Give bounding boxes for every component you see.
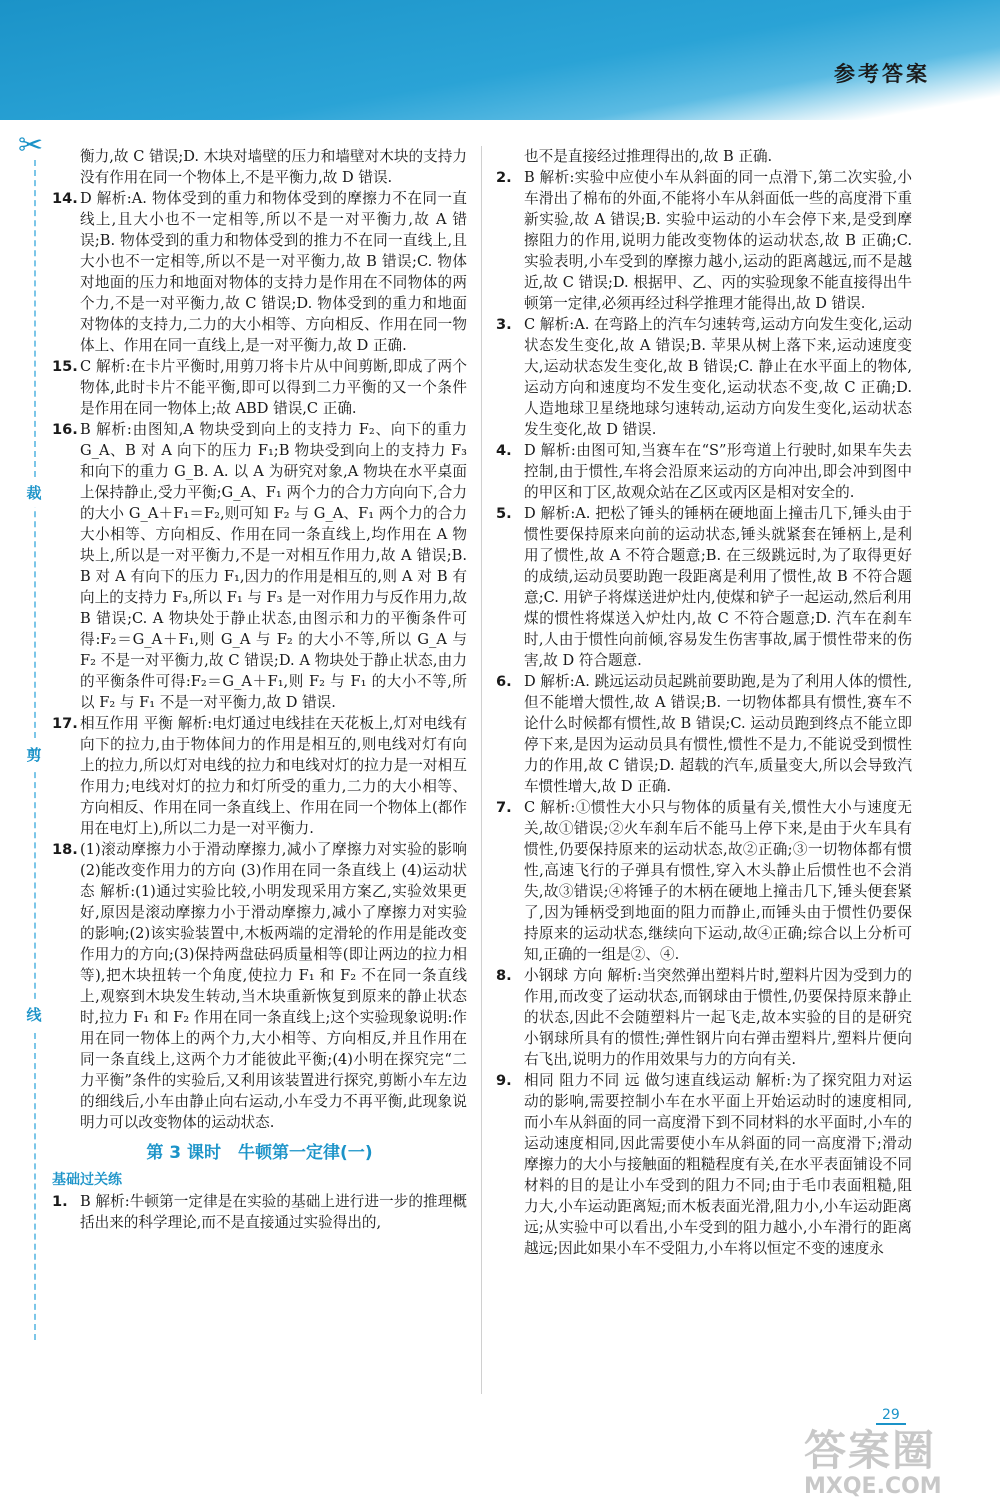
answer-item [496,146,912,167]
answer-number: 15. [52,358,78,375]
answer-number: 18. [52,841,78,858]
scissors-icon: ✂ [18,128,44,163]
answer-number: 14. [52,190,78,207]
answer-number: 17. [52,715,78,732]
answer-item [496,314,912,440]
answer-number: 16. [52,421,78,438]
answer-item [496,797,912,965]
left-answers [52,146,467,1133]
answer-item [496,1070,912,1259]
subsection-title: 基础过关练 [52,1172,122,1188]
header-title: 参考答案 [834,62,930,86]
answer-text: D 解析:由图可知,当赛车在“S”形弯道上行驶时,如果车失去控制,由于惯性,车将会沿原来运动的方向冲出,即会冲到图中的甲区和丁区,故观众站在乙区或丙区是相对安全的. [524,442,912,501]
left-tail-answers [52,1191,467,1233]
cut-label-xian: 线 [18,1000,50,1029]
watermark-url: MXQE.COM [804,1474,942,1499]
answer-text: 小钢球 方向 解析:当突然弹出塑料片时,塑料片因为受到力的作用,而改变了运动状态,而钢球由于惯性,仍要保持原来静止的状态,因此不会随塑料片一起飞走,故本实验的目的是研究小钢球所具有的惯性;弹性钢片向右弹击塑料片,塑料片便向右飞出,说明力的作用效果与力的方向有关. [524,967,912,1068]
answer-item [52,1191,467,1233]
answer-text: B 解析:实验中应使小车从斜面的同一点滑下,第二次实验,小车滑出了棉布的外面,不能将小车从斜面低一些的高度滑下重新实验,故 A 错误;B. 实验中运动的小车会停下来,是受到摩擦阻力的作用,说明力能改变物体的运动状态,故 B 正确;C. 实验表明,小车受到的摩擦力越小,运动的距离越远,而不是越近,故 C 错误;D. 根据甲、乙、丙的实验现象不能直接得出牛顿第一定律,必须再经过科学推理才能得出,故 D 错误. [524,169,912,312]
answer-text: 衡力,故 C 错误;D. 木块对墙壁的压力和墙壁对木块的支持力没有作用在同一个物体上,不是平衡力,故 D 错误. [80,148,467,186]
answer-number: 2. [496,169,512,186]
answer-text: D 解析:A. 跳远运动员起跳前要助跑,是为了利用人体的惯性,但不能增大惯性,故 A 错误;B. 一切物体都具有惯性,赛车不论什么时候都有惯性,故 B 错误;C. 运动员跑到终点不能立即停下来,是因为运动员具有惯性,惯性不是力,不能说受到惯性力的作用,故 C 错误;D. 超载的汽车,质量变大,所以会导致汽车惯性增大,故 D 正确. [524,673,912,795]
answer-text: (1)滚动摩擦力小于滑动摩擦力,减小了摩擦力对实验的影响 (2)能改变作用力的方向 (3)作用在同一条直线上 (4)运动状态 解析:(1)通过实验比较,小明发现采用方案乙,实验效果更好,原因是滚动摩擦力小于滑动摩擦力,减小了摩擦力对实验的影响;(2)该实验装置中,木板两端的定滑轮的作用是能改变作用力的方向;(3)保持两盘砝码质量相等(即让两边的拉力相等),把木块扭转一个角度,使拉力 F₁ 和 F₂ 不在同一条直线上,观察到木块发生转动,当木块重新恢复到原来的静止状态时,拉力 F₁ 和 F₂ 作用在同一条直线上;这个实验现象说明:作用在同一物体上的两个力,大小相等、方向相反,并且作用在同一条直线上,这两个力才能彼此平衡;(4)小明在探究完“二力平衡”条件的实验后,又利用该装置进行探究,剪断小车左边的细线后,小车由静止向右运动,小车受力不再平衡,此现象说明力可以改变物体的运动状态. [80,841,467,1131]
answer-item [496,167,912,314]
answer-item [52,839,467,1133]
answer-number: 1. [52,1193,68,1210]
left-column [52,146,467,1233]
answer-text: B 解析:牛顿第一定律是在实验的基础上进行进一步的推理概括出来的科学理论,而不是直接通过实验得出的, [80,1193,467,1231]
answer-text: D 解析:A. 把松了锤头的锤柄在硬地面上撞击几下,锤头由于惯性要保持原来向前的运动状态,锤头就紧套在锤柄上,是利用了惯性,故 A 不符合题意;B. 在三级跳远时,为了取得更好的成绩,运动员要助跑一段距离是利用了惯性,故 B 不符合题意;C. 用铲子将煤送进炉灶内,使煤和铲子一起运动,然后利用煤的惯性将煤送入炉灶内,故 C 不符合题意;D. 汽车在刹车时,人由于惯性向前倾,容易发生伤害事故,属于惯性带来的伤害,故 D 符合题意. [524,505,912,669]
page-number: 29 [876,1407,906,1425]
right-answers [496,146,912,1259]
answer-text: 也不是直接经过推理得出的,故 B 正确. [524,148,773,165]
section-title: 第 3 课时 牛顿第一定律(一) [146,1143,373,1163]
answer-item [52,356,467,419]
cut-label-cai: 裁 [18,478,50,507]
answer-item [52,713,467,839]
answer-item [496,503,912,671]
column-divider [481,146,482,1394]
answer-text: B 解析:由图知,A 物块受到向上的支持力 F₂、向下的重力 G_A、B 对 A 向下的压力 F₁;B 物块受到向上的支持力 F₃ 和向下的重力 G_B. A. 以 A 为研究对象,A 物块在水平桌面上保持静止,受力平衡;G_A、F₁ 两个力的合力方向向下,合力的大小 G_A＋F₁＝F₂,则可知 F₂ 与 G_A、F₁ 两个力的合力大小相等、方向相反、作用在同一条直线上,均作用在 A 物块上,所以是一对平衡力,不是一对相互作用力,故 A 错误;B. B 对 A 有向下的压力 F₁,因力的作用是相互的,则 A 对 B 有向上的支持力 F₃,所以 F₁ 与 F₃ 是一对作用力与反作用力,故 B 错误;C. A 物块处于静止状态,由图示和力的平衡条件可得:F₂＝G_A＋F₁,则 G_A 与 F₂ 的大小不等,所以 G_A 与 F₂ 不是一对平衡力,故 C 错误;D. A 物块处于静止状态,由力的平衡条件可得:F₂＝G_A＋F₁,则 F₂ 与 F₁ 的大小不等,所以 F₂ 与 F₁ 不是一对平衡力,故 D 错误. [80,421,467,711]
answer-text: C 解析:在卡片平衡时,用剪刀将卡片从中间剪断,即成了两个物体,此时卡片不能平衡,即可以得到二力平衡的又一个条件是作用在同一物体上;故 ABD 错误,C 正确. [80,358,467,417]
answer-number: 6. [496,673,512,690]
watermark-logo [804,1418,984,1499]
answer-item [52,419,467,713]
answer-number: 8. [496,967,512,984]
answer-text: 相同 阻力不同 远 做匀速直线运动 解析:为了探究阻力对运动的影响,需要控制小车在水平面上开始运动时的速度相同,而小车从斜面的同一高度滑下到不同材料的水平面时,小车的运动速度相同,因此需要使小车从斜面的同一高度滑下;滑动摩擦力的大小与接触面的粗糙程度有关,在水平表面铺设不同材料的目的是让小车受到的阻力不同;由于毛巾表面粗糙,阻力大,小车运动距离短;而木板表面光滑,阻力小,小车运动距离远;从实验中可以看出,小车受到的阻力越小,小车滑行的距离越远;因此如果小车不受阻力,小车将以恒定不变的速度永 [524,1072,912,1257]
watermark-text: 答案圈 [804,1426,937,1475]
answer-text: C 解析:①惯性大小只与物体的质量有关,惯性大小与速度无关,故①错误;②火车刹车后不能马上停下来,是由于火车具有惯性,仍要保持原来的运动状态,故②正确;③一切物体都有惯性,高速飞行的子弹具有惯性,穿入木头静止后惯性也不会消失,故③错误;④将锤子的木柄在硬地上撞击几下,锤头便套紧了,因为锤柄受到地面的阻力而静止,而锤头由于惯性仍要保持原来的运动状态,继续向下运动,故④正确;综合以上分析可知,正确的一组是②、④. [524,799,912,963]
answer-item [496,965,912,1070]
answer-number: 4. [496,442,512,459]
answer-text: 相互作用 平衡 解析:电灯通过电线挂在天花板上,灯对电线有向下的拉力,由于物体间力的作用是相互的,则电线对灯有向上的拉力,所以灯对电线的拉力和电线对灯的拉力是一对相互作用力;电线对灯的拉力和灯所受的重力,二力的大小相等、方向相反、作用在同一条直线上、作用在同一个物体上(都作用在电灯上),所以二力是一对平衡力. [80,715,467,837]
answer-text: D 解析:A. 物体受到的重力和物体受到的摩擦力不在同一直线上,且大小也不一定相等,所以不是一对平衡力,故 A 错误;B. 物体受到的重力和物体受到的推力不在同一直线上,且大小也不一定相等,所以不是一对平衡力,故 B 错误;C. 物体对地面的压力和地面对物体的支持力是作用在不同物体的两个力,不是一对平衡力,故 C 错误;D. 物体受到的重力和地面对物体的支持力,二力的大小相等、方向相反、作用在同一物体上、作用在同一直线上,是一对平衡力,故 D 正确. [80,190,467,354]
answer-item [52,188,467,356]
answer-number: 3. [496,316,512,333]
answer-number: 9. [496,1072,512,1089]
cut-label-jian: 剪 [18,740,50,769]
answer-item [496,671,912,797]
answer-number: 5. [496,505,512,522]
answer-number: 7. [496,799,512,816]
answer-item [496,440,912,503]
answer-text: C 解析:A. 在弯路上的汽车匀速转弯,运动方向发生变化,运动状态发生变化,故 A 错误;B. 苹果从树上落下来,运动速度变大,运动状态发生变化,故 B 错误;C. 静止在水平面上的物体,运动方向和速度均不发生变化,运动状态不变,故 C 正确;D. 人造地球卫星绕地球匀速转动,运动方向发生变化,运动状态发生变化,故 D 错误. [524,316,912,438]
answer-item [52,146,467,188]
right-column [496,146,912,1259]
